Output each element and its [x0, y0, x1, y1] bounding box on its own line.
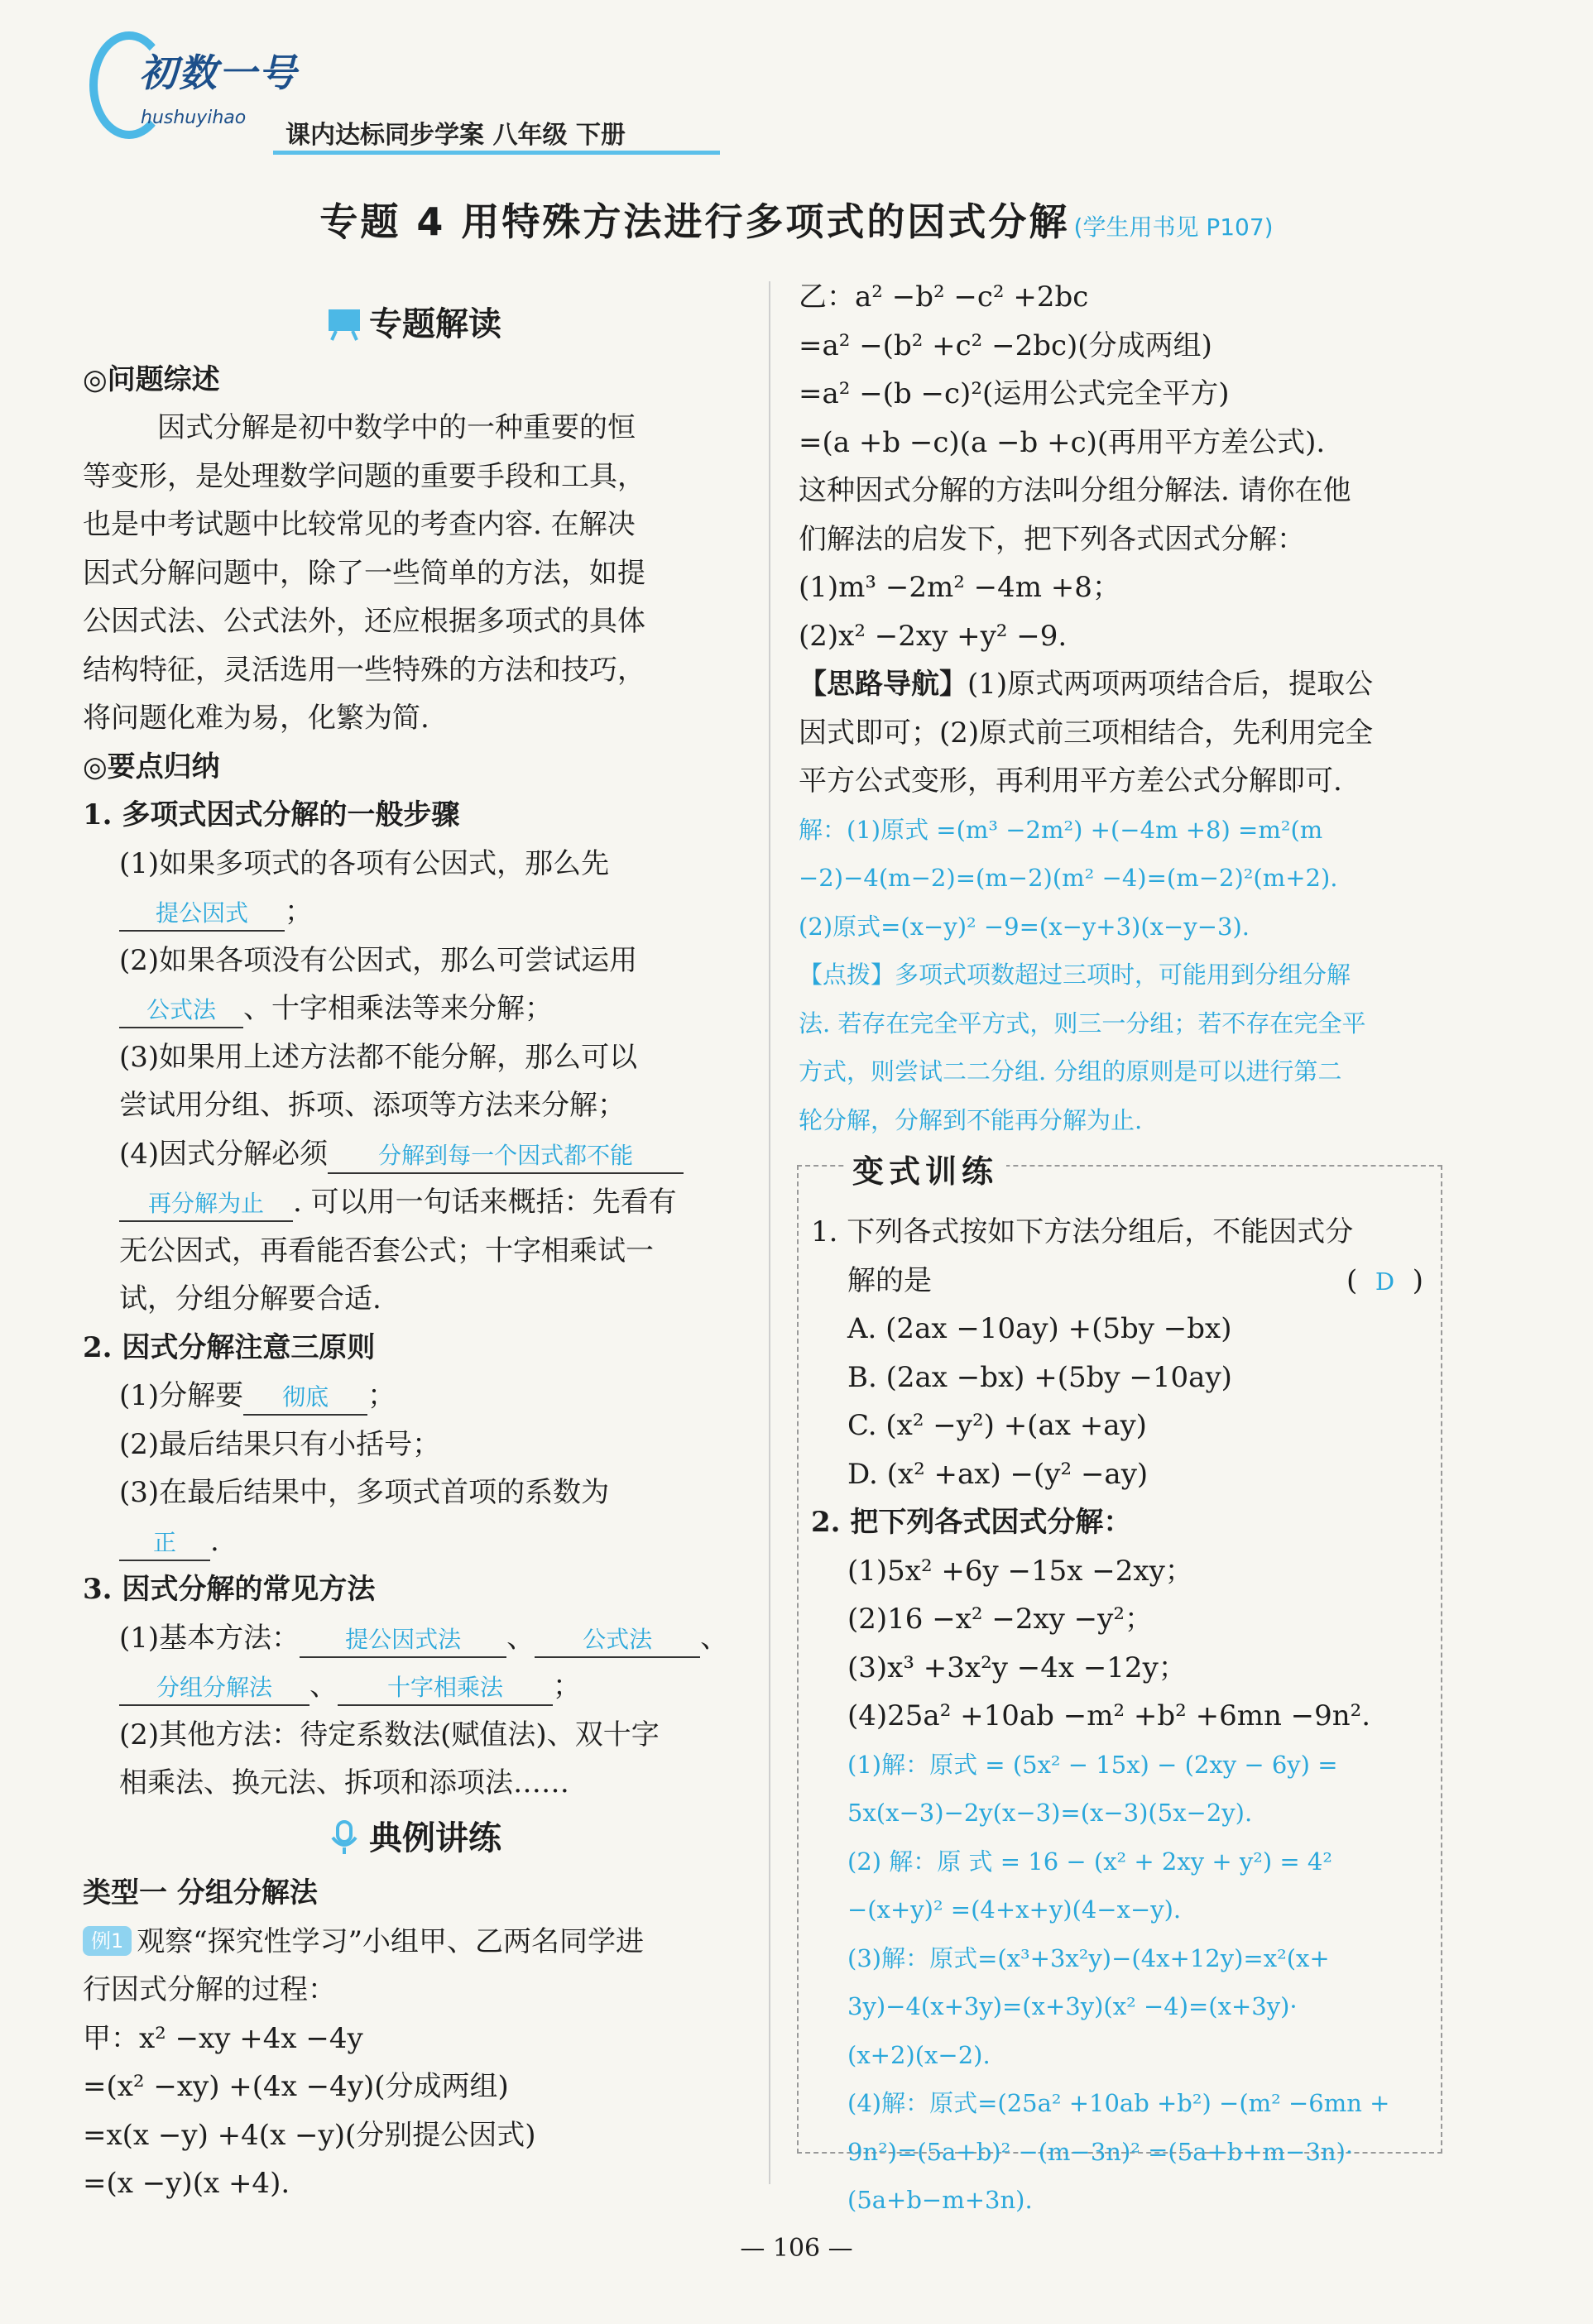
key-point-3-1-text: (1)基本方法： [119, 1621, 300, 1655]
tip-line: 【点拨】多项式项数超过三项时，可能用到分组分解 [799, 961, 1351, 989]
practice-solution: (1)解：原式 = (5x² − 15x) − (2xy − 6y) = [847, 1750, 1338, 1779]
header-divider [273, 151, 720, 155]
practice-solution: 3y)−4(x+3y)=(x+3y)(x² −4)=(x+3y)· [847, 1992, 1298, 2020]
key-point-1-4d: 试，分组分解要合适. [119, 1282, 381, 1315]
key-point-2-2: (2)最后结果只有小括号； [119, 1427, 441, 1461]
logo-title: 初数一号 [139, 50, 298, 95]
jia-step: 甲：x² −xy +4x −4y [83, 2021, 363, 2055]
key-point-1-2: (2)如果各项没有公因式，那么可尝试运用 [119, 943, 638, 977]
title-reference: (学生用书见 P107) [1073, 213, 1274, 241]
answer-blank: 公式法 [535, 1623, 700, 1658]
practice-q1: 1. 下列各式按如下方法分组后，不能因式分 [811, 1215, 1354, 1248]
thinking-text: (1)原式两项两项结合后，提取公 [967, 668, 1374, 701]
tip-line: 方式，则尝试二二分组. 分组的原则是可以进行第二 [799, 1057, 1342, 1085]
key-point-2-3: (3)在最后结果中，多项式首项的系数为 [119, 1476, 610, 1509]
option: A. (2ax −10ay) +(5by −bx) [847, 1312, 1232, 1345]
answer-blank: 再分解为止 [119, 1187, 293, 1222]
key-points-heading: ◎要点归纳 [83, 750, 220, 783]
type-heading: 类型一 分组分解法 [83, 1876, 318, 1910]
practice-solution: (x+2)(x−2). [847, 2040, 991, 2069]
logo-subtitle: hushuyihao [141, 108, 247, 128]
solution-line: (2)原式=(x−y)² −9=(x−y+3)(x−y−3). [799, 912, 1250, 941]
key-point-1-4b [83, 1178, 745, 1227]
key-point-1-1: (1)如果多项式的各项有公因式，那么先 [119, 846, 610, 880]
question-line: 们解法的启发下，把下列各式因式分解： [799, 522, 1305, 556]
overview-line: 结构特征，灵活选用一些特殊的方法和技巧， [83, 653, 645, 687]
key-point-3-1 [83, 1614, 745, 1663]
punct: 、 [309, 1670, 338, 1703]
board-icon [326, 305, 362, 342]
header [83, 25, 910, 157]
key-point-2-1 [83, 1372, 745, 1421]
practice-solution: (5a+b−m+3n). [847, 2186, 1033, 2214]
key-point-3-1-line2 [83, 1662, 745, 1711]
page-title [0, 192, 1593, 247]
answer-paren [1346, 1257, 1423, 1306]
overview-heading: ◎问题综述 [83, 362, 220, 396]
answer-blank: 分解到每一个因式都不能 [328, 1139, 684, 1174]
practice-q2-item: (1)5x² +6y −15x −2xy； [847, 1554, 1193, 1588]
question-item: (1)m³ −2m² −4m +8； [799, 571, 1120, 604]
punct: ； [367, 1379, 396, 1412]
answer-blank: 公式法 [119, 994, 243, 1028]
yi-step: =(a +b −c)(a −b +c)(再用平方差公式). [799, 425, 1326, 459]
key-point-1-4-text: (4)因式分解必须 [119, 1137, 329, 1171]
question-line: 这种因式分解的方法叫分组分解法. 请你在他 [799, 474, 1351, 507]
punct: ； [553, 1670, 581, 1703]
practice-solution: 5x(x−3)−2y(x−3)=(x−3)(5x−2y). [847, 1799, 1253, 1827]
overview-line: 等变形，是处理数学问题的重要手段和工具， [83, 459, 645, 493]
answer-blank: 正 [119, 1526, 210, 1561]
yi-step: =a² −(b −c)²(运用公式完全平方) [799, 377, 1230, 410]
section-title-examples: 典例讲练 [369, 1818, 501, 1857]
yi-step: 乙：a² −b² −c² +2bc [799, 280, 1089, 314]
practice-q2: 2. 把下列各式因式分解： [811, 1506, 1132, 1539]
answer-blank: 提公因式 [119, 897, 285, 932]
jia-step: =x(x −y) +4(x −y)(分别提公因式) [83, 2118, 536, 2152]
yi-step: =a² −(b² +c² −2bc)(分成两组) [799, 328, 1212, 362]
key-point-2-3-answer-line [83, 1517, 745, 1566]
overview-line: 因式分解是初中数学中的一种重要的恒 [157, 411, 636, 444]
solution-line: −2)−4(m−2)=(m−2)(m² −4)=(m−2)²(m+2). [799, 864, 1338, 892]
key-point-1-2-answer-line [83, 985, 745, 1033]
practice-content [811, 1208, 1440, 2225]
key-point-1-3b: 尝试用分组、拆项、添项等方法来分解； [119, 1089, 626, 1122]
overview-line: 公因式法、公式法外，还应根据多项式的具体 [83, 605, 645, 638]
tip-line: 法. 若存在完全平方式，则三一分组；若不存在完全平 [799, 1009, 1366, 1037]
key-point-1-2-end: 、十字相乘法等来分解； [243, 992, 553, 1025]
punct: ； [285, 895, 313, 928]
series-title: 课内达标同步学案 八年级 下册 [285, 121, 626, 150]
key-point-1: 1. 多项式因式分解的一般步骤 [83, 798, 460, 831]
practice-q1-text: 解的是 [847, 1263, 932, 1297]
practice-q2-item: (2)16 −x² −2xy −y²； [847, 1603, 1153, 1636]
section-title-topic: 专题解读 [369, 305, 501, 343]
practice-solution: −(x+y)² =(4+x+y)(4−x−y). [847, 1895, 1182, 1924]
overview-line: 也是中考试题中比较常见的考查内容. 在解决 [83, 508, 636, 541]
thinking-text: 因式即可；(2)原式前三项相结合，先利用完全 [799, 716, 1374, 750]
section-heading-topic [83, 294, 745, 356]
overview-line: 将问题化难为易，化繁为简. [83, 702, 429, 735]
option: C. (x² −y²) +(ax +ay) [847, 1409, 1147, 1442]
section-heading-examples [83, 1808, 745, 1870]
example-badge: 例1 [83, 1926, 132, 1956]
left-column [83, 294, 745, 2208]
punct: 、 [506, 1621, 535, 1655]
key-point-3: 3. 因式分解的常见方法 [83, 1573, 376, 1606]
page-number: — 106 — [740, 2234, 853, 2263]
answer-choice: D [1375, 1267, 1395, 1296]
thinking-guide [799, 660, 1469, 709]
title-main: 专题 4 用特殊方法进行多项式的因式分解 [319, 199, 1070, 244]
answer-blank: 分组分解法 [119, 1671, 309, 1706]
practice-title: 变式训练 [844, 1146, 1006, 1191]
practice-q2-item: (3)x³ +3x²y −4x −12y； [847, 1651, 1187, 1684]
practice-solution: (2) 解：原 式 = 16 − (x² + 2xy + y²) = 4² [847, 1847, 1332, 1876]
key-point-1-4 [83, 1130, 745, 1179]
example-1-line [83, 1918, 745, 1967]
key-point-1-3: (3)如果用上述方法都不能分解，那么可以 [119, 1040, 638, 1074]
option: D. (x² +ax) −(y² −ay) [847, 1457, 1149, 1491]
example-1-line: 行因式分解的过程： [83, 1973, 336, 2006]
practice-q2-item: (4)25a² +10ab −m² +b² +6mn −9n². [847, 1699, 1371, 1732]
thinking-text: 平方公式变形，再利用平方差公式分解即可. [799, 764, 1342, 798]
key-point-3-2: (2)其他方法：待定系数法(赋值法)、双十字 [119, 1718, 660, 1751]
right-column [799, 273, 1469, 1144]
key-point-1-4-text: . 可以用一句话来概括：先看有 [293, 1186, 677, 1219]
punct: 、 [700, 1621, 729, 1655]
answer-blank: 彻底 [243, 1381, 367, 1416]
column-divider [769, 281, 770, 2184]
key-point-1-4c: 无公因式，再看能否套公式；十字相乘试一 [119, 1234, 654, 1267]
practice-q1b [811, 1257, 1440, 1306]
key-point-1-1-answer-line [83, 888, 745, 937]
answer-blank: 十字相乘法 [338, 1671, 553, 1706]
jia-step: =(x² −xy) +(4x −4y)(分成两组) [83, 2070, 509, 2103]
microphone-icon [326, 1819, 362, 1856]
answer-blank: 提公因式法 [300, 1623, 506, 1658]
jia-step: =(x −y)(x +4). [83, 2167, 290, 2200]
solution-line: 解：(1)原式 =(m³ −2m²) +(−4m +8) =m²(m [799, 815, 1323, 844]
key-point-3-2b: 相乘法、换元法、拆项和添项法…… [119, 1766, 569, 1799]
punct: . [210, 1524, 219, 1558]
example-1-text: 观察“探究性学习”小组甲、乙两名同学进 [137, 1924, 645, 1958]
key-point-2-1-text: (1)分解要 [119, 1379, 244, 1412]
tip-line: 轮分解，分解到不能再分解为止. [799, 1105, 1143, 1134]
thinking-tag: 【思路导航】 [799, 668, 967, 701]
practice-solution: 9n²)=(5a+b)² −(m−3n)² =(5a+b+m−3n)· [847, 2137, 1354, 2166]
practice-solution: (3)解：原式=(x³+3x²y)−(4x+12y)=x²(x+ [847, 1943, 1330, 1972]
option: B. (2ax −bx) +(5by −10ay) [847, 1360, 1232, 1394]
paren-left: ( [1346, 1263, 1358, 1297]
overview-line: 因式分解问题中，除了一些简单的方法，如提 [83, 556, 645, 590]
practice-solution: (4)解：原式=(25a² +10ab +b²) −(m² −6mn + [847, 2089, 1390, 2117]
question-item: (2)x² −2xy +y² −9. [799, 619, 1068, 653]
paren-right: ) [1412, 1263, 1423, 1297]
key-point-2: 2. 因式分解注意三原则 [83, 1330, 376, 1364]
